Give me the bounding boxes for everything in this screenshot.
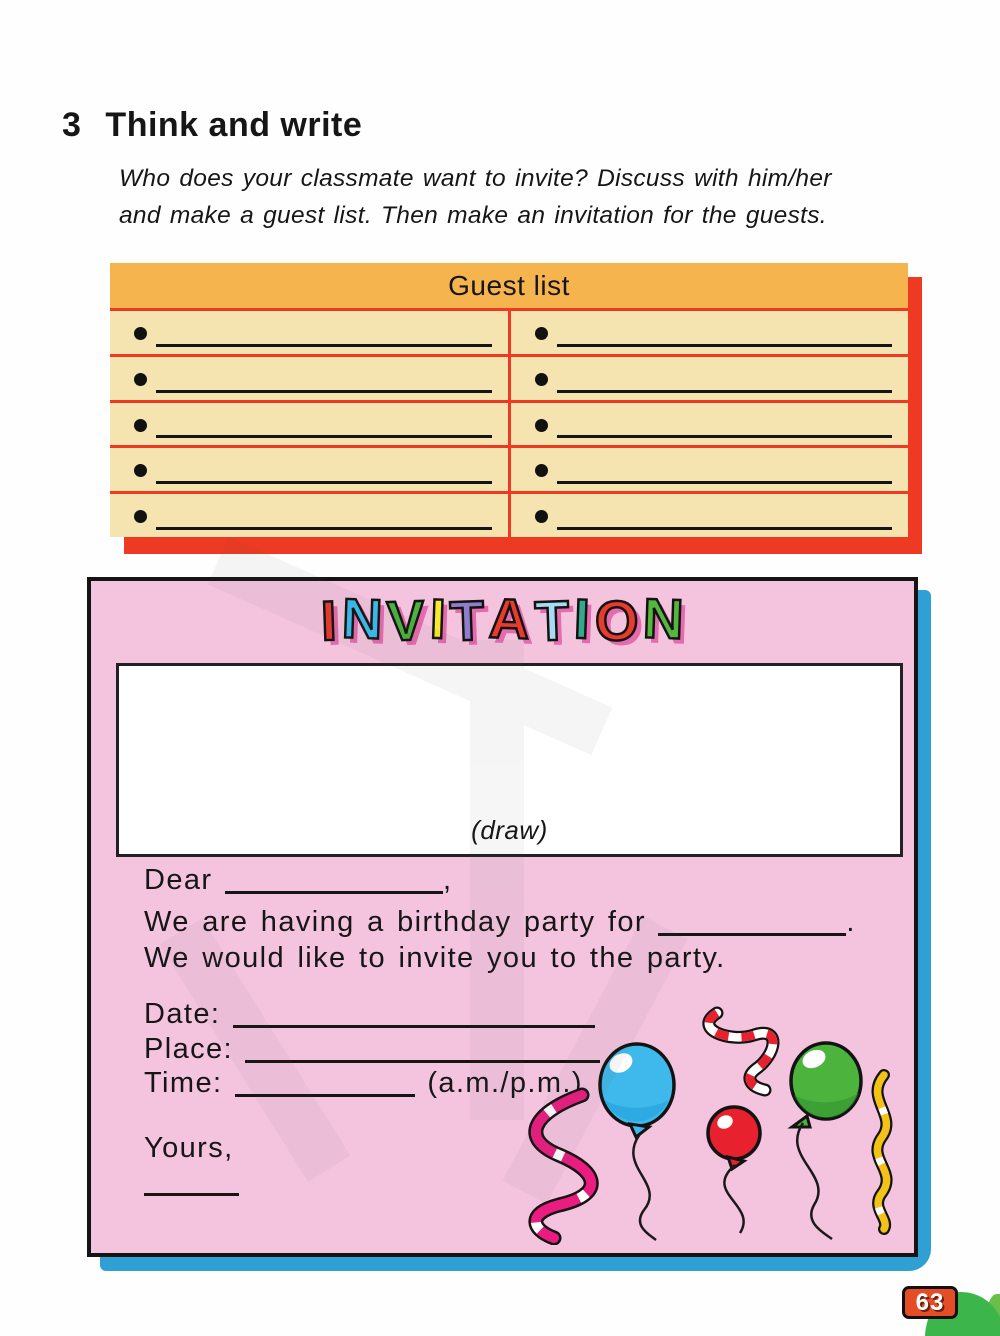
blue-balloon-icon	[600, 1044, 674, 1240]
guest-list-cell	[110, 494, 508, 537]
guest-list-cell	[110, 403, 508, 446]
guest-list-cell	[511, 494, 909, 537]
striped-ribbon-icon	[709, 1013, 773, 1090]
guest-name-blank	[156, 344, 492, 347]
guest-name-blank	[557, 344, 893, 347]
task-instructions	[119, 160, 832, 234]
bullet-icon	[535, 510, 548, 523]
time-label: Time:	[144, 1067, 223, 1099]
place-label: Place:	[144, 1033, 233, 1065]
body-line1-text: We are having a birthday party for	[144, 906, 646, 938]
guest-name-blank	[156, 435, 492, 438]
guest-name-blank	[156, 390, 492, 393]
guest-name-blank	[557, 390, 893, 393]
invitation-title-letter: N	[642, 586, 685, 651]
signature-line	[144, 1166, 239, 1199]
bullet-icon	[134, 510, 147, 523]
body-line1-punctuation: .	[846, 906, 856, 938]
invitation-title-letter: A	[488, 586, 532, 651]
guest-list-cell	[511, 448, 909, 491]
pink-ribbon-icon	[536, 1095, 591, 1238]
body-line1-blank	[658, 908, 846, 936]
greeting-blank	[225, 866, 443, 894]
bullet-icon	[134, 464, 147, 477]
invitation-card	[87, 577, 918, 1257]
invitation-title-letter: T	[449, 588, 486, 653]
body-line1	[144, 906, 856, 939]
body-line2: We would like to invite you to the party.	[144, 942, 726, 974]
guest-name-blank	[156, 527, 492, 530]
guest-list-title: Guest list	[110, 263, 908, 308]
yellow-ribbon-icon	[877, 1075, 886, 1229]
invitation-title	[91, 586, 914, 653]
guest-name-blank	[557, 527, 893, 530]
guest-list-table	[110, 263, 908, 537]
section-title: Think and write	[105, 106, 363, 144]
greeting-label: Dear	[144, 864, 213, 896]
guest-list-cell	[110, 357, 508, 400]
invitation-title-letter: O	[593, 588, 640, 653]
instructions-line1: Who does your classmate want to invite? Discuss with him/her	[119, 165, 832, 192]
invitation-title-letter: I	[428, 586, 447, 651]
bullet-icon	[535, 327, 548, 340]
red-balloon-icon	[708, 1107, 760, 1233]
guest-list-grid	[110, 308, 908, 537]
invitation-title-letter: V	[386, 588, 426, 653]
drawing-area	[116, 663, 903, 857]
time-note: (a.m./p.m.)	[427, 1067, 583, 1099]
guest-list-cell	[511, 311, 909, 354]
date-label: Date:	[144, 998, 221, 1030]
invitation-title-letter: T	[533, 588, 571, 653]
section-heading	[62, 106, 362, 145]
guest-name-blank	[156, 481, 492, 484]
invitation-title-letter: I	[320, 588, 338, 653]
guest-list-cell	[110, 311, 508, 354]
greeting-line	[144, 864, 452, 897]
bullet-icon	[535, 419, 548, 432]
bullet-icon	[535, 373, 548, 386]
guest-name-blank	[557, 435, 893, 438]
time-blank	[235, 1069, 415, 1097]
invitation-title-letter: N	[340, 586, 384, 651]
bullet-icon	[134, 327, 147, 340]
draw-label: (draw)	[471, 815, 548, 845]
bullet-icon	[134, 419, 147, 432]
balloons-illustration	[504, 1005, 909, 1245]
guest-name-blank	[557, 481, 893, 484]
green-balloon-icon	[791, 1043, 861, 1239]
bullet-icon	[134, 373, 147, 386]
bullet-icon	[535, 464, 548, 477]
greeting-punctuation: ,	[442, 864, 453, 896]
guest-list-cell	[110, 448, 508, 491]
instructions-line2: and make a guest list. Then make an invitation for the guests.	[119, 202, 827, 229]
closing-line: Yours,	[144, 1132, 234, 1164]
signature-blank	[144, 1168, 239, 1196]
page-number-badge: 63	[902, 1286, 958, 1319]
guest-list-cell	[511, 357, 909, 400]
invitation-title-letter: I	[573, 586, 591, 651]
section-number: 3	[62, 106, 82, 144]
guest-list-cell	[511, 403, 909, 446]
